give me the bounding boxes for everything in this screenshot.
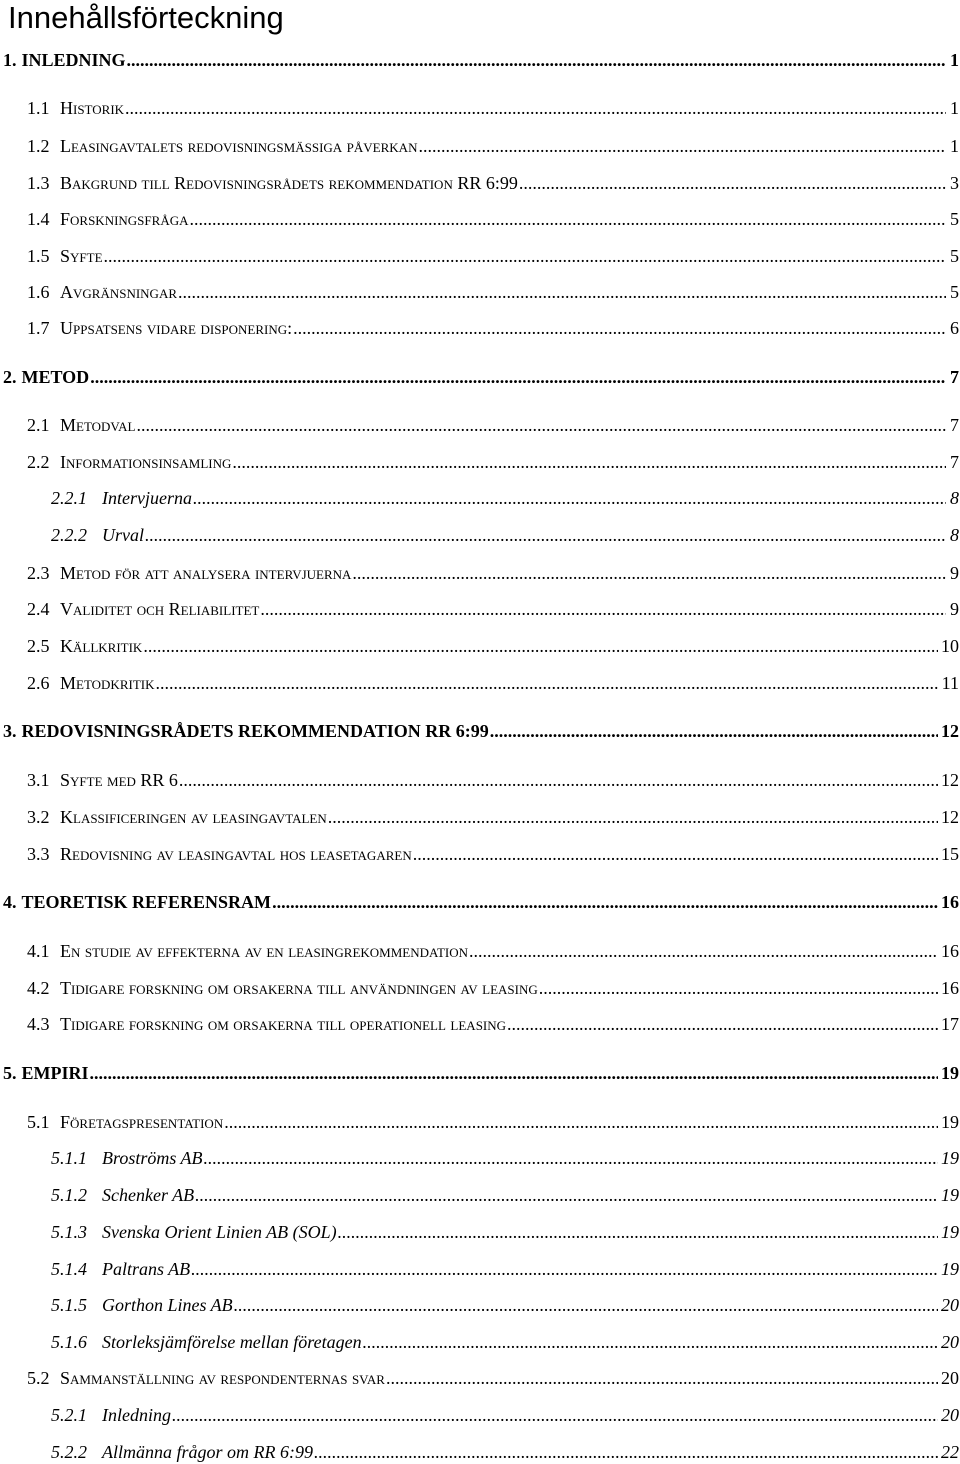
toc-entry-title: Storleksjämförelse mellan företagen	[102, 1332, 362, 1352]
dot-leader	[189, 207, 946, 231]
toc-entry-page-number: 16	[941, 978, 959, 998]
dot-leader	[172, 1403, 938, 1427]
toc-entry-page-number: 8	[950, 525, 959, 545]
toc-entry-page-number: 19	[941, 1148, 959, 1168]
toc-entry-label	[27, 207, 188, 231]
toc-entry-label	[27, 768, 178, 792]
toc-entry[interactable]	[27, 805, 960, 829]
toc-entry-page-number: 7	[950, 367, 959, 387]
toc-entry-label	[51, 1257, 190, 1281]
toc-entry-number: 1.4	[27, 209, 50, 229]
toc-entry-page-number: 6	[950, 318, 959, 338]
toc-entry-number: 5.	[3, 1063, 17, 1083]
toc-entry-title: Tidigare forskning om orsakerna till användningen av leasing	[60, 978, 538, 998]
toc-entry-page-number: 20	[941, 1368, 959, 1388]
toc-entry-number: 5.2.1	[51, 1405, 87, 1425]
dot-leader	[193, 486, 946, 510]
toc-entry-title: Metod för att analysera intervjuerna	[60, 563, 352, 583]
toc-entry[interactable]	[27, 976, 960, 1000]
dot-leader	[234, 1293, 938, 1317]
dot-leader	[490, 719, 938, 743]
toc-entry[interactable]	[3, 890, 960, 914]
toc-entry-label	[27, 842, 412, 866]
dot-leader	[338, 1220, 938, 1244]
toc-entry-number: 4.3	[27, 1014, 50, 1034]
toc-entry-title: INLEDNING	[21, 50, 126, 70]
toc-entry[interactable]	[51, 1403, 960, 1427]
toc-entry[interactable]	[27, 316, 960, 340]
toc-entry-page-number: 1	[950, 136, 959, 156]
toc-entry-number: 5.1.6	[51, 1332, 87, 1352]
toc-entry-page-number: 16	[941, 941, 959, 961]
dot-leader	[195, 1183, 938, 1207]
toc-entry-label	[27, 450, 231, 474]
toc-entry-label	[51, 1330, 362, 1354]
toc-entry-label	[27, 171, 518, 195]
toc-entry-title: Syfte med RR 6	[60, 770, 178, 790]
toc-entry-label	[27, 96, 124, 120]
toc-entry-title: Metodval	[60, 415, 136, 435]
toc-entry-label	[51, 1220, 337, 1244]
toc-entry-title: Historik	[60, 98, 125, 118]
toc-entry-page-number: 19	[941, 1222, 959, 1242]
toc-entry-label	[51, 1183, 194, 1207]
toc-entry[interactable]	[3, 719, 960, 743]
toc-entry-page-number: 12	[941, 770, 959, 790]
toc-entry-page-number: 19	[941, 1259, 959, 1279]
dot-leader	[155, 671, 938, 695]
toc-entry-title: En studie av effekterna av en leasingrekommendation	[60, 941, 469, 961]
toc-entry-label	[3, 365, 89, 389]
toc-entry[interactable]	[27, 842, 960, 866]
toc-entry[interactable]	[27, 96, 960, 120]
toc-entry-number: 2.2	[27, 452, 50, 472]
toc-entry-label	[51, 1293, 233, 1317]
toc-entry-label	[27, 671, 154, 695]
dot-leader	[125, 96, 946, 120]
toc-entry-label	[27, 597, 259, 621]
toc-entry-label	[27, 316, 292, 340]
toc-entry-number: 2.4	[27, 599, 50, 619]
dot-leader	[386, 1366, 938, 1390]
toc-entry-number: 1.3	[27, 173, 50, 193]
toc-entry-label	[27, 280, 177, 304]
toc-entry-number: 1.2	[27, 136, 50, 156]
toc-entry[interactable]	[51, 1146, 960, 1170]
toc-entry-page-number: 12	[941, 721, 959, 741]
dot-leader	[178, 280, 946, 304]
toc-entry[interactable]	[3, 1061, 960, 1085]
toc-entry[interactable]	[51, 486, 960, 510]
toc-entry-number: 5.1.4	[51, 1259, 87, 1279]
toc-entry-label	[27, 1366, 385, 1390]
toc-entry-title: Inledning	[102, 1405, 171, 1425]
dot-leader	[260, 597, 946, 621]
toc-entry-page-number: 17	[941, 1014, 959, 1034]
toc-entry-title: Svenska Orient Linien AB (SOL)	[102, 1222, 337, 1242]
toc-entry-page-number: 5	[950, 209, 959, 229]
dot-leader	[136, 413, 946, 437]
toc-entry-number: 2.2.2	[51, 525, 87, 545]
toc-entry[interactable]	[27, 280, 960, 304]
toc-entry[interactable]	[51, 1220, 960, 1244]
toc-entry-title: Klassificeringen av leasingavtalen	[60, 807, 327, 827]
toc-entry-page-number: 11	[941, 673, 959, 693]
toc-entry-page-number: 20	[941, 1295, 959, 1315]
dot-leader	[293, 316, 946, 340]
toc-entry-number: 1.7	[27, 318, 50, 338]
dot-leader	[90, 365, 946, 389]
toc-entry-title: Gorthon Lines AB	[102, 1295, 233, 1315]
toc-entry-number: 5.1	[27, 1112, 50, 1132]
toc-entry[interactable]	[27, 671, 960, 695]
toc-entry-label	[51, 1403, 171, 1427]
toc-entry-page-number: 20	[941, 1405, 959, 1425]
toc-entry-number: 5.2	[27, 1368, 50, 1388]
toc-entry-title: Källkritik	[60, 636, 143, 656]
toc-entry-number: 2.2.1	[51, 488, 87, 508]
toc-entry-number: 1.5	[27, 246, 50, 266]
dot-leader	[145, 523, 946, 547]
toc-entry-title: Leasingavtalets redovisningsmässiga påverkan	[60, 136, 418, 156]
dot-leader	[272, 890, 938, 914]
toc-entry-title: EMPIRI	[21, 1063, 89, 1083]
toc-entry-number: 5.2.2	[51, 1442, 87, 1462]
toc-entry-page-number: 1	[950, 50, 959, 70]
toc-entry[interactable]	[3, 365, 960, 389]
toc-entry-page-number: 16	[941, 892, 959, 912]
toc-entry-label	[27, 413, 135, 437]
toc-entry-number: 5.1.5	[51, 1295, 87, 1315]
toc-entry-page-number: 7	[950, 452, 959, 472]
toc-entry-page-number: 15	[941, 844, 959, 864]
dot-leader	[418, 134, 946, 158]
toc-entry-number: 5.1.2	[51, 1185, 87, 1205]
toc-entry-title: Forskningsfråga	[60, 209, 189, 229]
toc-entry-label	[51, 1440, 313, 1464]
toc-entry-label	[27, 634, 142, 658]
toc-entry-title: Paltrans AB	[102, 1259, 191, 1279]
toc-entry[interactable]	[27, 939, 960, 963]
toc-entry[interactable]	[51, 523, 960, 547]
dot-leader	[507, 1012, 938, 1036]
dot-leader	[469, 939, 938, 963]
toc-entry[interactable]	[3, 48, 960, 72]
toc-entry-title: METOD	[21, 367, 90, 387]
toc-entry-number: 1.	[3, 50, 17, 70]
toc-entry[interactable]	[27, 597, 960, 621]
toc-entry-number: 3.	[3, 721, 17, 741]
toc-entry-page-number: 5	[950, 246, 959, 266]
toc-entry-title: Syfte	[60, 246, 103, 266]
toc-entry[interactable]	[27, 1012, 960, 1036]
toc-entry-title: Redovisning av leasingavtal hos leasetagaren	[60, 844, 412, 864]
toc-entry-title: Sammanställning av respondenternas svar	[60, 1368, 385, 1388]
toc-entry-label	[27, 976, 538, 1000]
toc-entry-page-number: 20	[941, 1332, 959, 1352]
toc-entry-label	[3, 890, 271, 914]
dot-leader	[104, 244, 946, 268]
toc-entry-number: 5.1.3	[51, 1222, 87, 1242]
toc-entry-page-number: 9	[950, 599, 959, 619]
toc-entry-title: REDOVISNINGSRÅDETS REKOMMENDATION RR 6:99	[21, 721, 489, 741]
toc-entry-page-number: 10	[941, 636, 959, 656]
toc-entry-number: 3.3	[27, 844, 50, 864]
dot-leader	[143, 634, 938, 658]
toc-entry-page-number: 19	[941, 1112, 959, 1132]
toc-entry-title: Tidigare forskning om orsakerna till operationell leasing	[60, 1014, 507, 1034]
toc-entry-number: 3.2	[27, 807, 50, 827]
toc-entry-title: Allmänna frågor om RR 6:99	[102, 1442, 313, 1462]
toc-entry-label	[27, 561, 351, 585]
toc-entry-number: 4.1	[27, 941, 50, 961]
toc-entry[interactable]	[27, 1110, 960, 1134]
toc-entry-title: Broströms AB	[102, 1148, 203, 1168]
toc-entry-title: Metodkritik	[60, 673, 155, 693]
toc-entry[interactable]	[51, 1183, 960, 1207]
dot-leader	[413, 842, 938, 866]
toc-entry-title: Urval	[102, 525, 144, 545]
dot-leader	[539, 976, 938, 1000]
page-title: Innehållsförteckning	[8, 0, 284, 35]
toc-entry[interactable]	[27, 561, 960, 585]
dot-leader	[328, 805, 938, 829]
toc-entry-page-number: 19	[941, 1063, 959, 1083]
toc-entry[interactable]	[27, 134, 960, 158]
dot-leader	[314, 1440, 938, 1464]
toc-entry-title: Validitet och Reliabilitet	[60, 599, 260, 619]
dot-leader	[363, 1330, 938, 1354]
toc-entry[interactable]	[27, 244, 960, 268]
toc-entry-label	[27, 939, 468, 963]
toc-entry-number: 2.3	[27, 563, 50, 583]
toc-entry[interactable]	[27, 207, 960, 231]
toc-entry-page-number: 22	[941, 1442, 959, 1462]
toc-entry-number: 5.1.1	[51, 1148, 87, 1168]
toc-entry[interactable]	[27, 413, 960, 437]
toc-entry-page-number: 3	[950, 173, 959, 193]
toc-entry-number: 1.6	[27, 282, 50, 302]
toc-entry[interactable]	[27, 768, 960, 792]
toc-entry-label	[27, 244, 103, 268]
toc-entry[interactable]	[27, 450, 960, 474]
toc-entry-page-number: 1	[950, 98, 959, 118]
toc-entry-title: Intervjuerna	[102, 488, 192, 508]
dot-leader	[224, 1110, 938, 1134]
toc-entry-label	[3, 1061, 89, 1085]
toc-entry-title: Avgränsningar	[60, 282, 178, 302]
dot-leader	[179, 768, 938, 792]
toc-entry-label	[27, 805, 327, 829]
toc-entry-label	[27, 1012, 506, 1036]
toc-entry-label	[51, 523, 144, 547]
toc-entry-number: 2.	[3, 367, 17, 387]
toc-entry-label	[27, 1110, 223, 1134]
toc-entry-number: 3.1	[27, 770, 50, 790]
dot-leader	[204, 1146, 938, 1170]
toc-entry[interactable]	[51, 1257, 960, 1281]
toc-entry-label	[3, 48, 126, 72]
toc-entry-title: Informationsinsamling	[60, 452, 232, 472]
toc-entry[interactable]	[51, 1330, 960, 1354]
toc-entry-page-number: 9	[950, 563, 959, 583]
toc-entry[interactable]	[51, 1293, 960, 1317]
toc-entry-label	[3, 719, 489, 743]
toc-entry-label	[51, 1146, 203, 1170]
toc-entry-title: Schenker AB	[102, 1185, 195, 1205]
toc-entry-number: 4.2	[27, 978, 50, 998]
toc-entry[interactable]	[27, 171, 960, 195]
toc-entry-title: Bakgrund till Redovisningsrådets rekommendation RR 6:99	[60, 173, 518, 193]
toc-entry-page-number: 19	[941, 1185, 959, 1205]
toc-entry-label	[51, 486, 192, 510]
dot-leader	[127, 48, 946, 72]
toc-entry[interactable]	[27, 634, 960, 658]
dot-leader	[90, 1061, 939, 1085]
toc-entry-title: Företagspresentation	[60, 1112, 224, 1132]
toc-entry-number: 2.6	[27, 673, 50, 693]
toc-entry-page-number: 8	[950, 488, 959, 508]
toc-entry-page-number: 7	[950, 415, 959, 435]
toc-entry-label	[27, 134, 417, 158]
dot-leader	[232, 450, 946, 474]
toc-entry-number: 2.1	[27, 415, 50, 435]
dot-leader	[191, 1257, 938, 1281]
toc-entry-number: 4.	[3, 892, 17, 912]
toc-entry-page-number: 12	[941, 807, 959, 827]
toc-entry-number: 2.5	[27, 636, 50, 656]
toc-entry-title: TEORETISK REFERENSRAM	[21, 892, 272, 912]
dot-leader	[352, 561, 946, 585]
toc-entry[interactable]	[27, 1366, 960, 1390]
toc-entry-number: 1.1	[27, 98, 50, 118]
toc-entry-title: Uppsatsens vidare disponering:	[60, 318, 293, 338]
toc-entry[interactable]	[51, 1440, 960, 1464]
dot-leader	[519, 171, 946, 195]
toc-entry-page-number: 5	[950, 282, 959, 302]
